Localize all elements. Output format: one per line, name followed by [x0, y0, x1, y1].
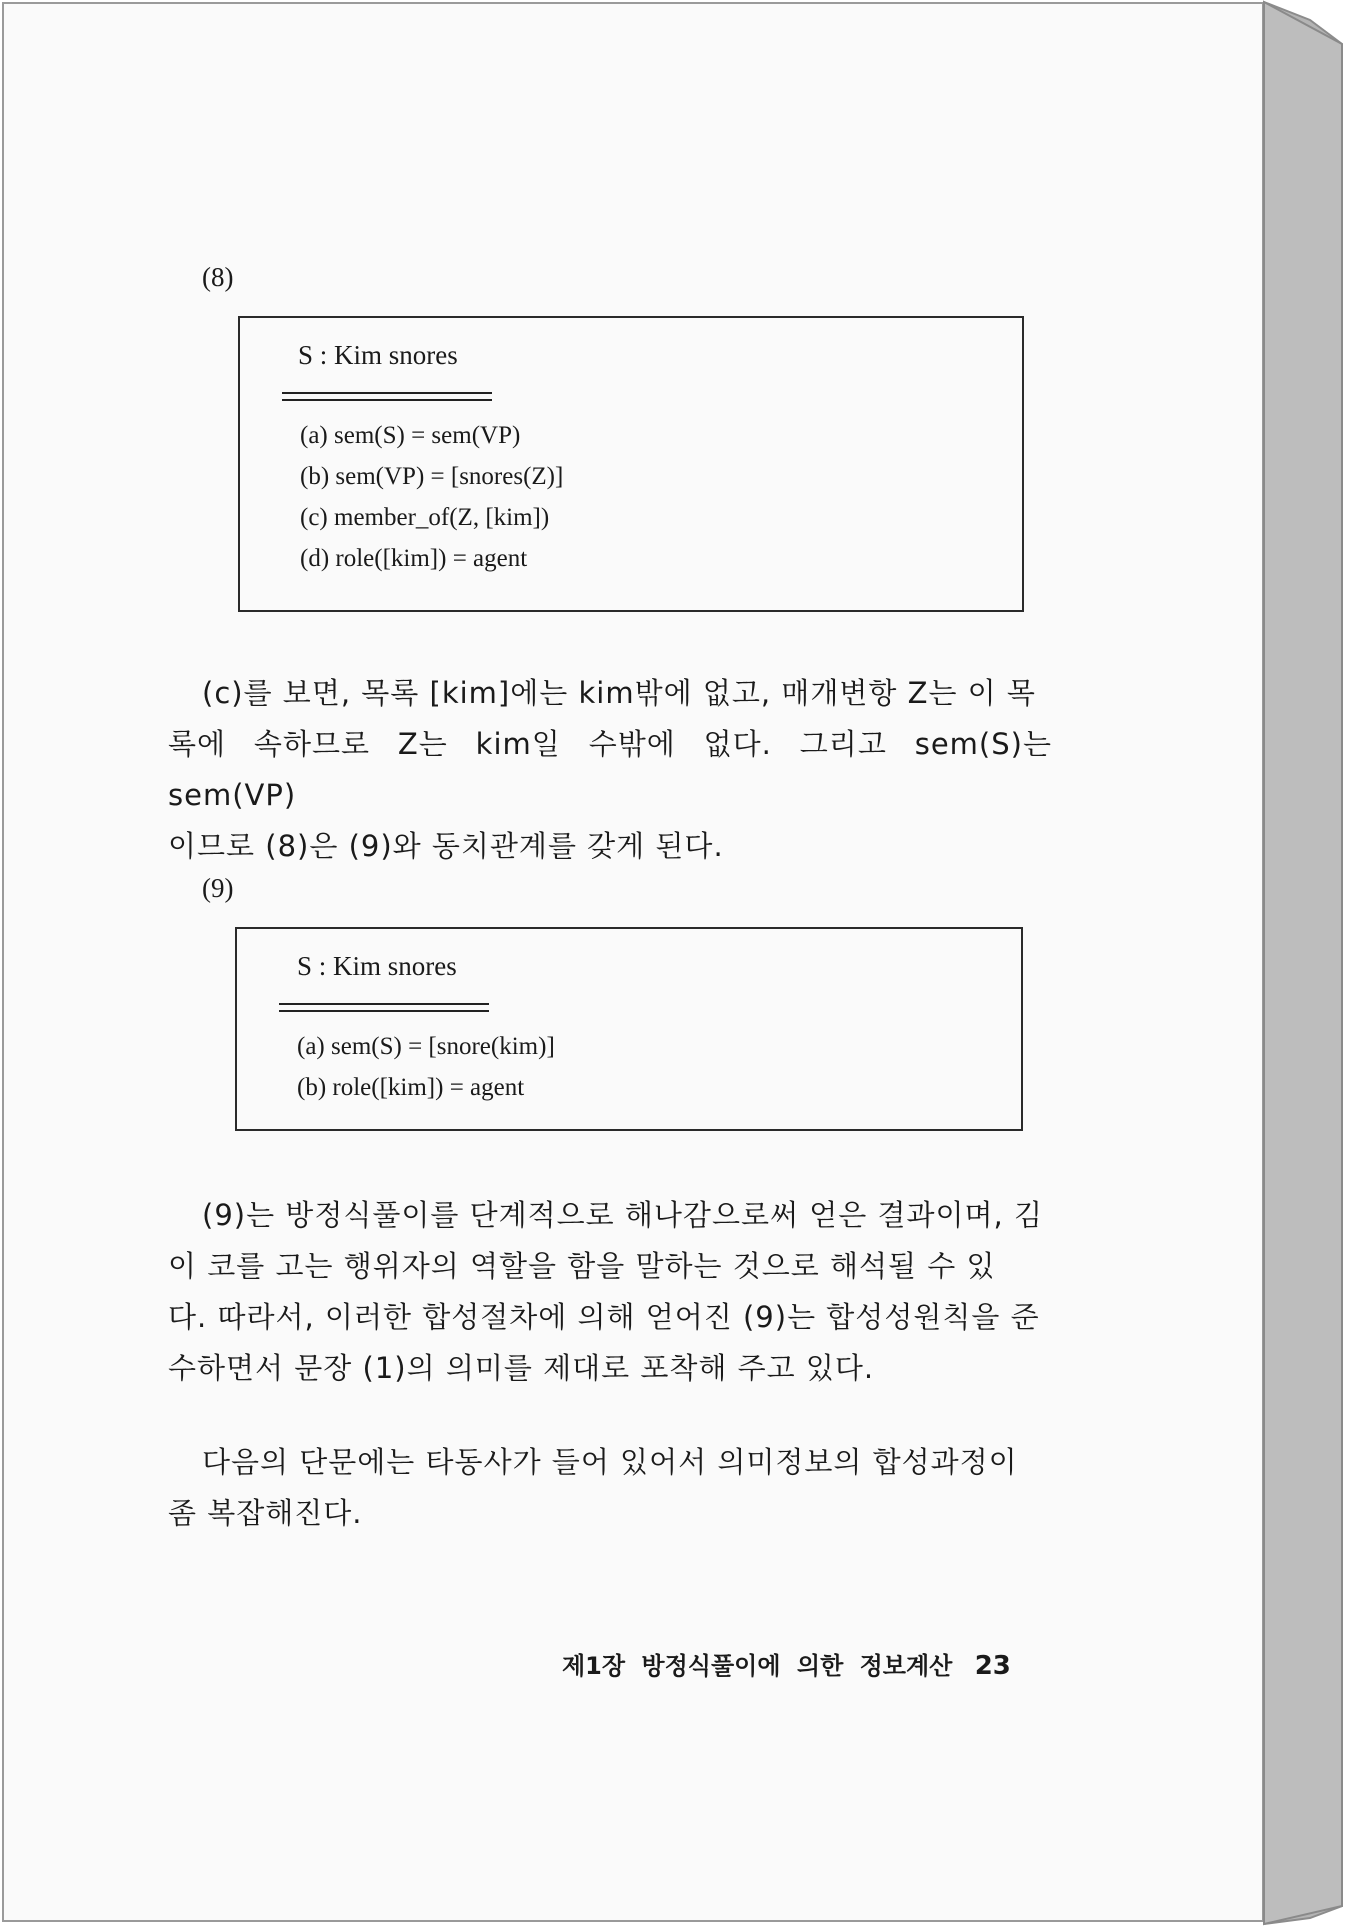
example-8-title: S : Kim snores [298, 340, 458, 370]
paragraph-3-line: 좀 복잡해진다. [168, 1496, 363, 1530]
footer-chapter-title: 제1장 방정식풀이에 의한 정보계산 [562, 1652, 953, 1680]
example-9-double-rule [279, 1003, 489, 1012]
paragraph-2-line: 수하면서 문장 (1)의 의미를 제대로 포착해 주고 있다. [168, 1351, 875, 1385]
example-8-double-rule [282, 392, 492, 401]
paragraph-1 [168, 668, 1052, 872]
paragraph-2-line: 다. 따라서, 이러한 합성절차에 의해 얻어진 (9)는 합성성원칙을 준 [168, 1300, 1040, 1334]
paragraph-2 [168, 1190, 1052, 1394]
paragraph-3 [168, 1437, 1052, 1539]
paragraph-3-line: 다음의 단문에는 타동사가 들어 있어서 의미정보의 합성과정이 [202, 1445, 1018, 1479]
example-8-line-b: (b) sem(VP) = [snores(Z)] [300, 463, 564, 490]
example-9-box [235, 927, 1023, 1131]
example-8-line-d: (d) role([kim]) = agent [300, 545, 528, 572]
page-footer [562, 1646, 1011, 1681]
example-9-line-b: (b) role([kim]) = agent [297, 1074, 525, 1101]
example-9-label: (9) [202, 873, 234, 903]
paragraph-1-line: (c)를 보면, 목록 [kim]에는 kim밖에 없고, 매개변항 Z는 이 목 [202, 676, 1036, 710]
paragraph-2-line: 이 코를 고는 행위자의 역할을 함을 말하는 것으로 해석될 수 있 [168, 1249, 996, 1283]
example-8-label: (8) [202, 262, 234, 292]
paragraph-1-line: 이므로 (8)은 (9)와 동치관계를 갖게 된다. [168, 829, 724, 863]
example-9-line-a: (a) sem(S) = [snore(kim)] [297, 1033, 555, 1060]
paragraph-1-line: 록에 속하므로 Z는 kim일 수밖에 없다. 그리고 sem(S)는 sem(VP) [168, 727, 1052, 812]
page-number: 23 [974, 1651, 1011, 1681]
paragraph-2-line: (9)는 방정식풀이를 단계적으로 해나감으로써 얻은 결과이며, 김 [202, 1198, 1043, 1232]
example-8-box [238, 316, 1024, 612]
example-8-line-c: (c) member_of(Z, [kim]) [300, 504, 550, 531]
example-9-title: S : Kim snores [297, 951, 457, 981]
example-8-line-a: (a) sem(S) = sem(VP) [300, 422, 521, 449]
